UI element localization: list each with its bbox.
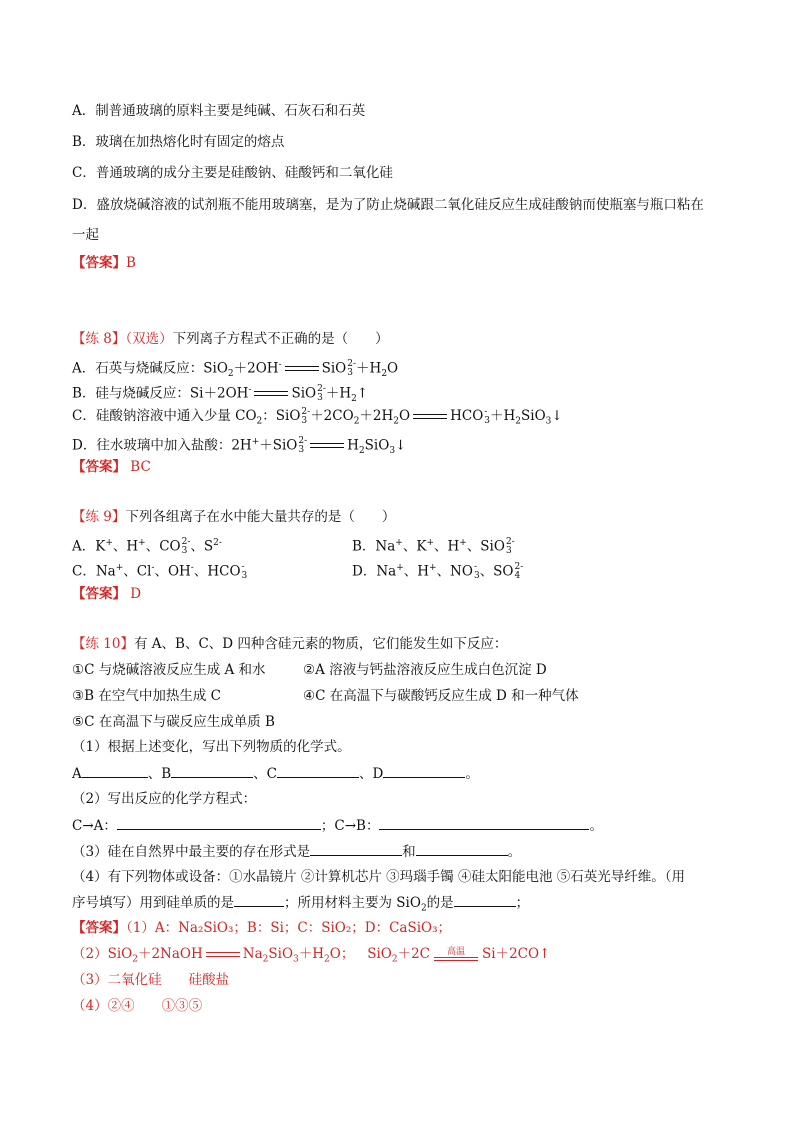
q10-part-2: （2）写出反应的化学方程式： bbox=[72, 791, 257, 807]
q10-reaction-2: ②A 溶液与钙盐溶液反应生成白色沉淀 D bbox=[303, 662, 547, 678]
part-4-text-1: 序号填写）用到硅单质的是 bbox=[72, 895, 234, 911]
reaction-condition bbox=[434, 946, 478, 964]
blank-a[interactable] bbox=[82, 763, 148, 778]
question-tag: 【练 8】 bbox=[72, 331, 126, 347]
question-text: 下列各组离子在水中能大量共存的是（ ） bbox=[125, 509, 396, 525]
q10-answer-3: （3）二氧化硅 硅酸盐 bbox=[72, 972, 230, 988]
part-3-and: 和 bbox=[402, 844, 416, 860]
answer-value: D bbox=[126, 586, 142, 602]
q8-option-a: A．石英与烧碱反应：SiO$_2$＋2OH- SiO 2- 3 $+H_2O$ bbox=[72, 359, 399, 380]
question-tag: 【练 10】 bbox=[72, 636, 134, 652]
blank-b[interactable] bbox=[171, 763, 253, 778]
q9-answer bbox=[72, 584, 141, 604]
answer-value: B bbox=[126, 255, 136, 271]
blank-si-uses[interactable] bbox=[234, 892, 284, 907]
blank-c[interactable] bbox=[277, 763, 359, 778]
q10-part-1: （1）根据上述变化，写出下列物质的化学式。 bbox=[72, 739, 351, 755]
q10-answer-1 bbox=[72, 918, 451, 938]
q10-reaction-5: ⑤C 在高温下与碳反应生成单质 B bbox=[72, 714, 275, 730]
q8-option-d: D．往水玻璃中加入盐酸：2H+＋SiO 2- 3 $H_2SiO_3↓$ bbox=[72, 436, 407, 457]
q9-option-d: D．Na+、H+、NO - 3 、SO 2- 4 bbox=[352, 562, 524, 581]
q7-option-d: D．盛放烧碱溶液的试剂瓶不能用玻璃塞，是为了防止烧碱跟二氧化硅反应生成硅酸钠而使瓶塞与瓶口粘在 bbox=[72, 197, 704, 213]
q10-part-4: （4）有下列物体或设备：①水晶镜片 ②计算机芯片 ③玛瑙手镯 ④硅太阳能电池 ⑤石英光导纤维。（用 bbox=[72, 869, 686, 885]
q10-part-1-blanks: A 、B 、C 、D 。 bbox=[72, 763, 479, 784]
blank-form-2[interactable] bbox=[416, 841, 508, 856]
q9-option-c: C．Na+、Cl-、OH-、HCO - 3 bbox=[72, 562, 248, 581]
part-3-end: 。 bbox=[507, 844, 522, 860]
condition-text: 高温 bbox=[446, 946, 465, 957]
q7-option-c: C．普通玻璃的成分主要是硅酸钠、硅酸钙和二氧化硅 bbox=[72, 165, 393, 181]
q9-option-b: B．Na+、K+、H+、SiO 2- 3 bbox=[352, 537, 515, 556]
q7-answer bbox=[72, 253, 136, 273]
q9-option-a: A．K+、H+、CO 2- 3 、$S^{2-}$ bbox=[72, 537, 222, 556]
question-type: （双选） bbox=[125, 331, 173, 347]
blank-sio2-uses[interactable] bbox=[454, 892, 516, 907]
part-4-text-2: ；所用材料主要为 SiO bbox=[284, 895, 421, 911]
blank-c-to-b[interactable] bbox=[379, 815, 589, 830]
answer-label: 【答案】 bbox=[72, 920, 126, 936]
q10-stem bbox=[72, 634, 507, 654]
blank-form-1[interactable] bbox=[310, 841, 402, 856]
answer-value: BC bbox=[126, 459, 151, 475]
question-text: 有 A、B、C、D 四种含硅元素的物质，它们能发生如下反应： bbox=[133, 636, 508, 652]
q9-stem bbox=[72, 507, 395, 527]
q10-answer-2: （2）SiO$_2$＋2NaOH $Na_2SiO_3+H_2O$； SiO$_2$＋2C 高温 Si＋2CO↑ bbox=[72, 944, 550, 970]
answer-part-2-label: （2） bbox=[72, 946, 108, 962]
q10-part-2-blanks: C→A： ；C→B： 。 bbox=[72, 815, 603, 836]
q7-option-d-cont: 一起 bbox=[72, 227, 99, 243]
q10-part-3 bbox=[72, 841, 521, 862]
blank-d[interactable] bbox=[383, 763, 465, 778]
q10-answer-4: （4）②④ ①③⑤ bbox=[72, 998, 203, 1014]
part-4-text-3: 的是 bbox=[426, 895, 454, 911]
q8-answer bbox=[72, 457, 151, 477]
answer-part-1: （1）A：Na₂SiO₃；B：Si；C：SiO₂；D：CaSiO₃； bbox=[126, 920, 452, 936]
q10-reaction-4: ④C 在高温下与碳酸钙反应生成 D 和一种气体 bbox=[303, 688, 579, 704]
q8-option-b: B．硅与烧碱反应：Si＋2OH- SiO 2- 3 $+H_2↑$ bbox=[72, 384, 369, 405]
q7-option-b: B．玻璃在加热熔化时有固定的熔点 bbox=[72, 134, 285, 150]
q7-option-a: A．制普通玻璃的原料主要是纯碱、石灰石和石英 bbox=[72, 103, 366, 119]
part-3-text: （3）硅在自然界中最主要的存在形式是 bbox=[72, 844, 311, 860]
answer-label: 【答案】 bbox=[72, 586, 126, 602]
question-text: 下列离子方程式不正确的是（ ） bbox=[172, 331, 389, 347]
part-4-text-4: ； bbox=[515, 895, 530, 911]
q10-reaction-3: ③B 在空气中加热生成 C bbox=[72, 688, 221, 704]
q8-stem bbox=[72, 329, 389, 349]
q8-option-c: C．硅酸钠溶液中通入少量 $CO_2$：SiO 2- 3 $+2CO_2+2H_2O$ HCO - 3 $+H_2SiO_3↓$ bbox=[72, 406, 563, 427]
q10-reaction-1: ①C 与烧碱溶液反应生成 A 和水 bbox=[72, 662, 266, 678]
blank-c-to-a[interactable] bbox=[117, 815, 321, 830]
answer-label: 【答案】 bbox=[72, 459, 126, 475]
question-tag: 【练 9】 bbox=[72, 509, 126, 525]
q10-part-4-cont: 序号填写）用到硅单质的是 ；所用材料主要为 SiO$_2$的是 ； bbox=[72, 892, 529, 919]
answer-label: 【答案】 bbox=[72, 255, 126, 271]
